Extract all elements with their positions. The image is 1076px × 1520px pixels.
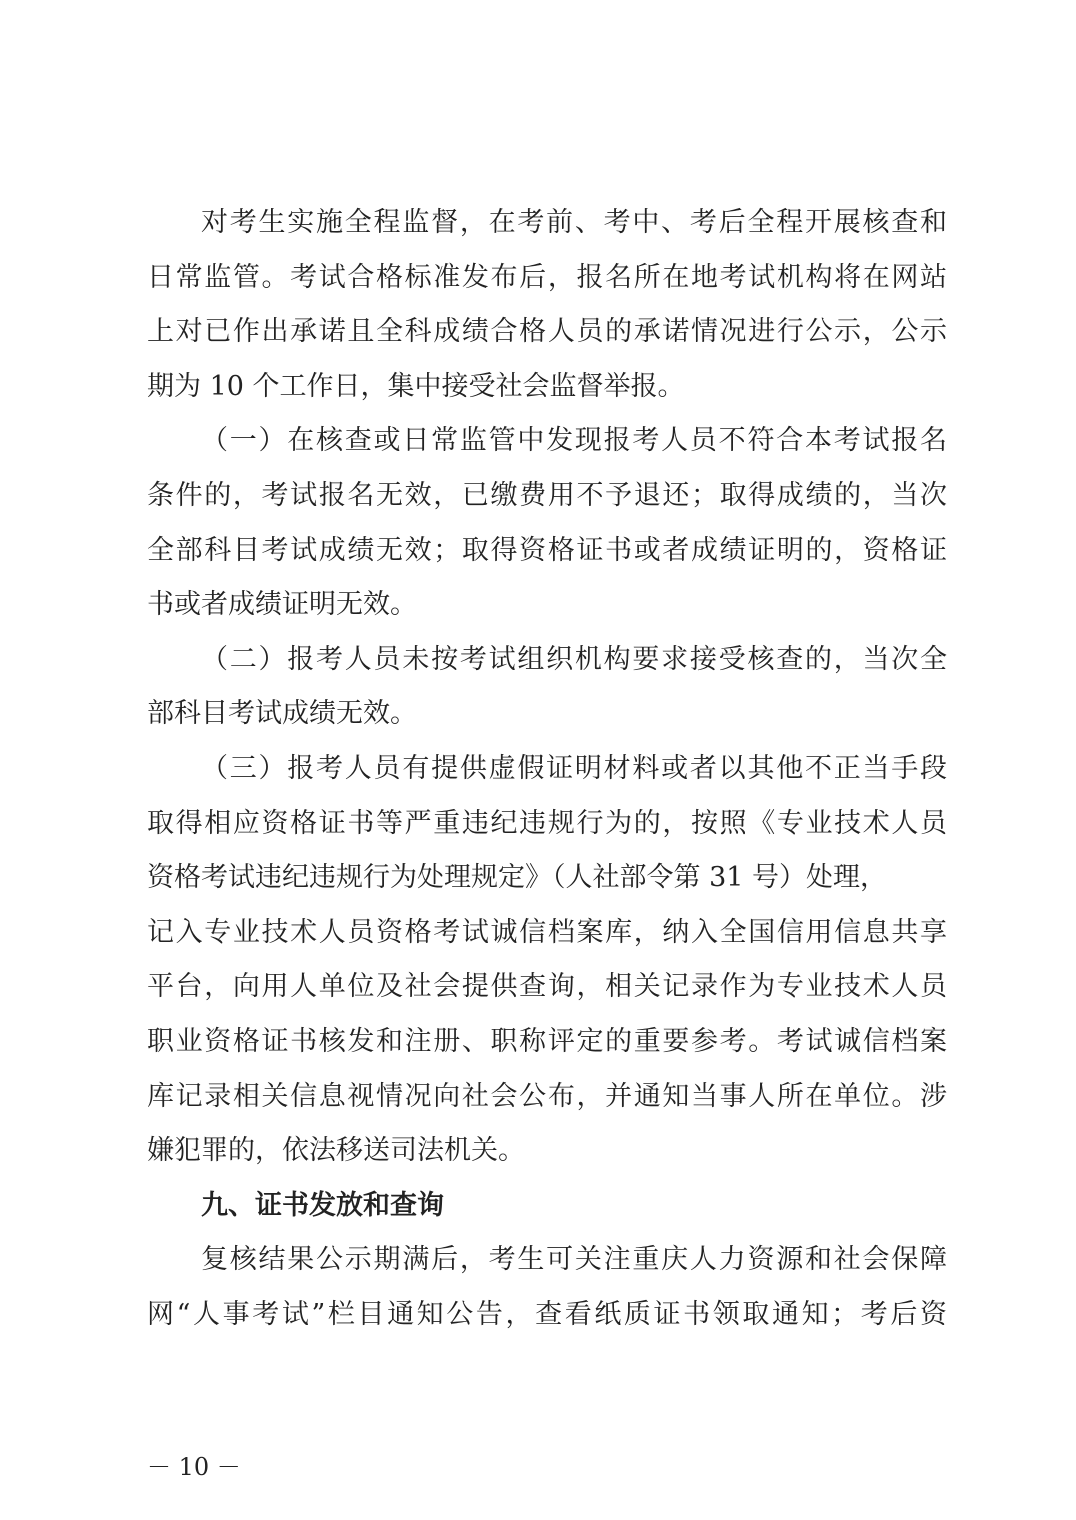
paragraph-line: 书或者成绩证明无效。 bbox=[147, 589, 417, 621]
paragraph-line: 资格考试违纪违规行为处理规定》（人社部令第 31 号）处理， bbox=[147, 862, 888, 894]
paragraph-line: 职业资格证书核发和注册、职称评定的重要参考。考试诚信档案 bbox=[147, 1025, 947, 1057]
paragraph-line: 取得相应资格证书等严重违纪违规行为的，按照《专业技术人员 bbox=[147, 807, 947, 839]
section-heading: 九、证书发放和查询 bbox=[201, 1189, 444, 1221]
paragraph-line: 平台，向用人单位及社会提供查询，相关记录作为专业技术人员 bbox=[147, 971, 947, 1003]
paragraph-line: 全部科目考试成绩无效；取得资格证书或者成绩证明的，资格证 bbox=[147, 534, 947, 566]
paragraph-line: 期为 10 个工作日，集中接受社会监督举报。 bbox=[147, 370, 685, 402]
page-number: － 10 － bbox=[147, 1453, 241, 1481]
paragraph-line: 复核结果公示期满后，考生可关注重庆人力资源和社会保障 bbox=[201, 1244, 947, 1276]
paragraph-line: 日常监管。考试合格标准发布后，报名所在地考试机构将在网站 bbox=[147, 261, 947, 293]
paragraph-line: 上对已作出承诺且全科成绩合格人员的承诺情况进行公示，公示 bbox=[147, 316, 947, 348]
paragraph-line: 库记录相关信息视情况向社会公布，并通知当事人所在单位。涉 bbox=[147, 1080, 947, 1112]
paragraph-line: （二）报考人员未按考试组织机构要求接受核查的，当次全 bbox=[201, 643, 947, 675]
paragraph-line: （三）报考人员有提供虚假证明材料或者以其他不正当手段 bbox=[201, 752, 947, 784]
paragraph-line: 嫌犯罪的，依法移送司法机关。 bbox=[147, 1135, 525, 1167]
paragraph-line: 记入专业技术人员资格考试诚信档案库，纳入全国信用信息共享 bbox=[147, 916, 947, 948]
body-text bbox=[147, 196, 947, 1342]
paragraph-line: 网“人事考试”栏目通知公告，查看纸质证书领取通知；考后资 bbox=[147, 1298, 947, 1330]
paragraph-line: 部科目考试成绩无效。 bbox=[147, 698, 417, 730]
paragraph-line: （一）在核查或日常监管中发现报考人员不符合本考试报名 bbox=[201, 425, 947, 457]
paragraph-line: 对考生实施全程监督，在考前、考中、考后全程开展核查和 bbox=[201, 207, 947, 238]
paragraph-line: 条件的，考试报名无效，已缴费用不予退还；取得成绩的，当次 bbox=[147, 479, 947, 511]
